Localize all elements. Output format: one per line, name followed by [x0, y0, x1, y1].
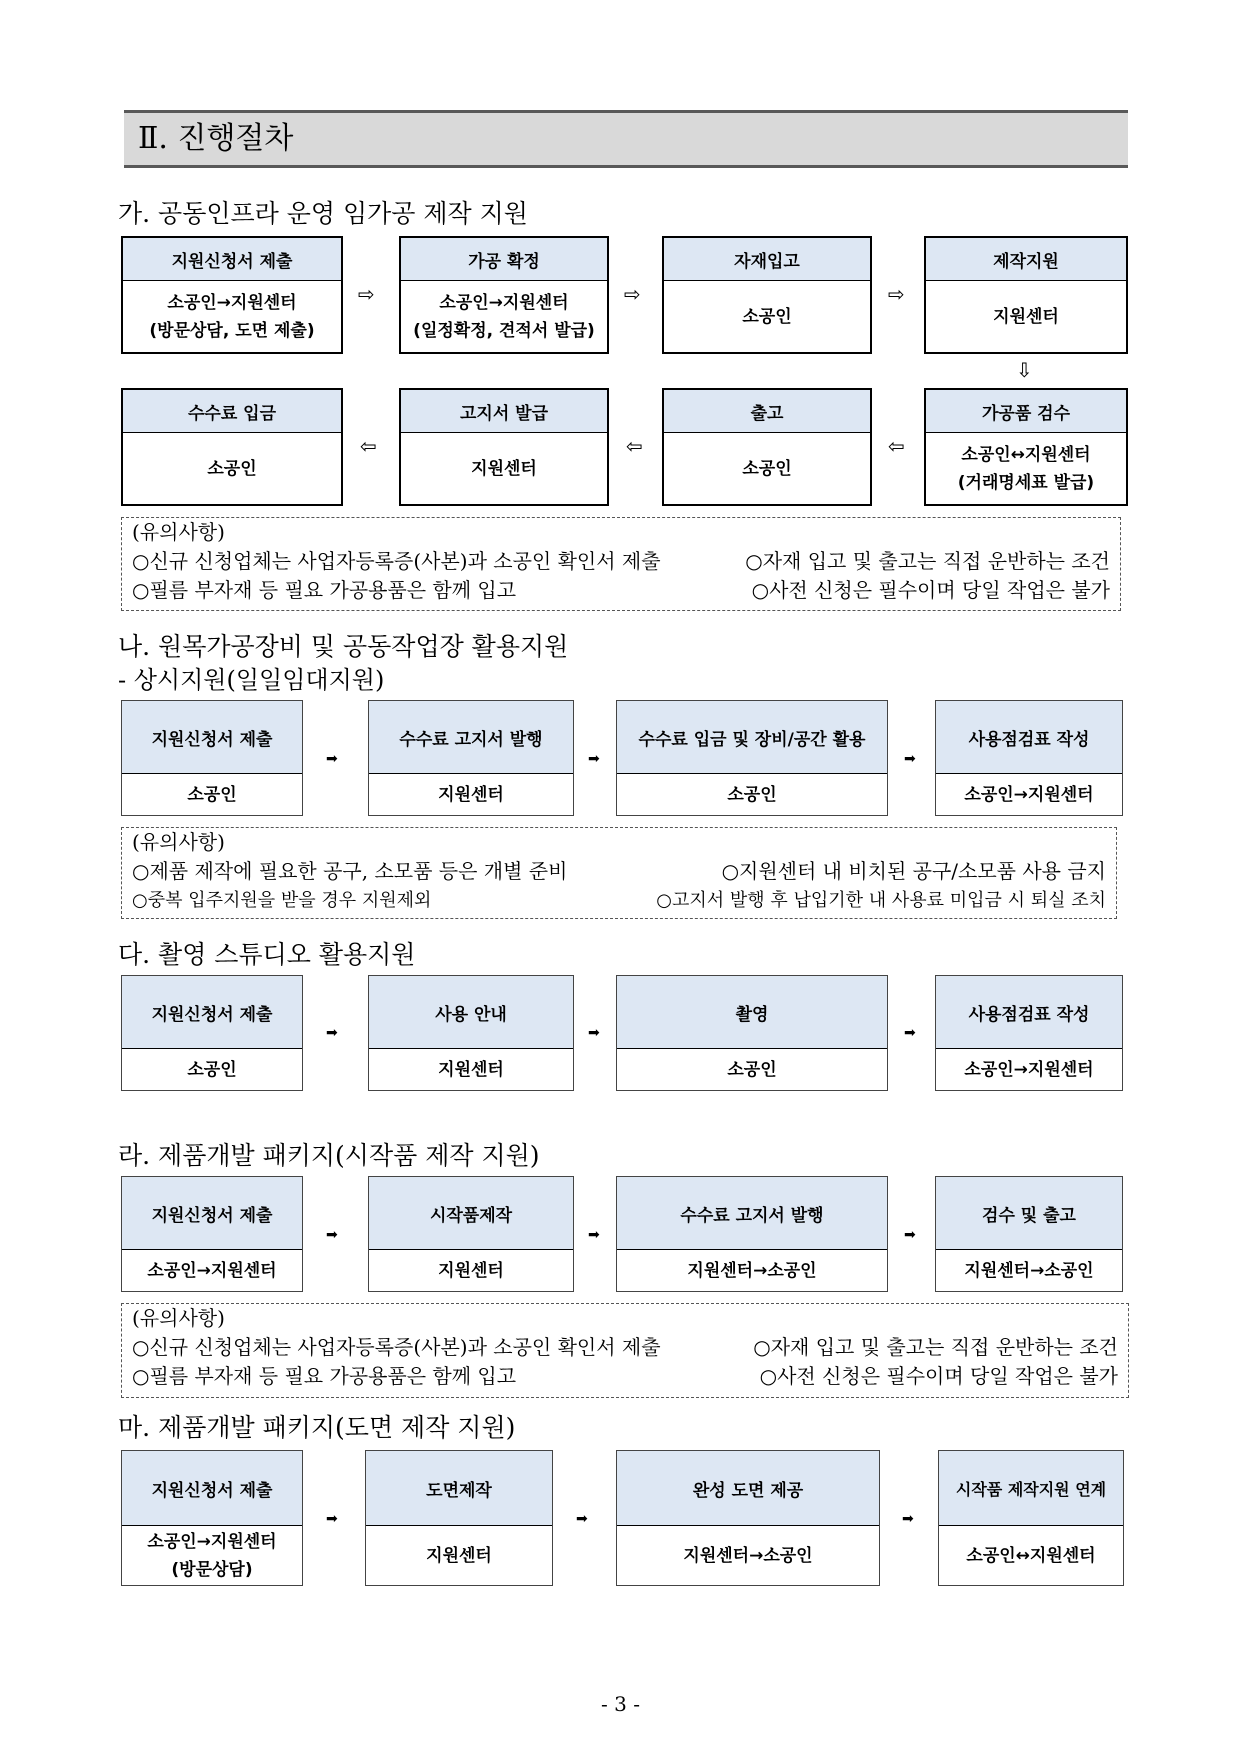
c-step-3-body: 소공인 [727, 1059, 777, 1080]
arrow-right-icon: ➡ [588, 751, 600, 767]
page-number: - 3 - [601, 1692, 640, 1716]
a-step-1 [121, 236, 343, 354]
a-arrow-right-icon: ⇨ [624, 282, 641, 306]
e-step-4-head: 시작품 제작지원 연계 [939, 1451, 1123, 1526]
arrow-right-icon: ➡ [588, 1227, 600, 1243]
b-step-3-head: 수수료 입금 및 장비/공간 활용 [617, 701, 887, 774]
subheading-b: - 상시지원(일일임대지원) [118, 666, 385, 694]
b-step-4 [935, 700, 1123, 816]
c-step-2-head: 사용 안내 [369, 976, 573, 1049]
e-step-3-body: 지원센터→소공인 [683, 1545, 813, 1566]
arrow-right-icon: ➡ [576, 1511, 588, 1527]
section-title: Ⅱ. 진행절차 [124, 110, 1128, 168]
a-note-item: ○자재 입고 및 출고는 직접 운반하는 조건 [745, 549, 1110, 573]
heading-a: 가. 공동인프라 운영 임가공 제작 지원 [118, 199, 528, 228]
b-step-2 [368, 700, 574, 816]
a-step-8-head: 수수료 입금 [123, 390, 341, 433]
a-step-2-body: 소공인→지원센터 [439, 292, 569, 313]
a-step-4-body: 지원센터 [993, 306, 1059, 327]
arrow-right-icon: ➡ [588, 1025, 600, 1041]
d-step-2-body: 지원센터 [438, 1260, 504, 1281]
a-note-title: (유의사항) [132, 520, 225, 544]
a-step-8 [121, 388, 343, 506]
arrow-right-icon: ➡ [902, 1511, 914, 1527]
arrow-right-icon: ➡ [904, 1025, 916, 1041]
a-step-4-head: 제작지원 [926, 238, 1126, 281]
d-note-item: ○사전 신청은 필수이며 당일 작업은 불가 [759, 1364, 1118, 1388]
b-step-4-head: 사용점검표 작성 [936, 701, 1122, 774]
e-step-1-head: 지원신청서 제출 [122, 1451, 302, 1526]
d-step-3 [616, 1176, 888, 1292]
b-step-1 [121, 700, 303, 816]
a-note-item: ○신규 신청업체는 사업자등록증(사본)과 소공인 확인서 제출 [132, 549, 661, 573]
a-step-6-head: 출고 [664, 390, 870, 433]
c-step-1-head: 지원신청서 제출 [122, 976, 302, 1049]
arrow-right-icon: ➡ [326, 1227, 338, 1243]
arrow-right-icon: ➡ [326, 1025, 338, 1041]
e-step-2-body: 지원센터 [426, 1545, 492, 1566]
e-step-3-head: 완성 도면 제공 [617, 1451, 879, 1526]
a-step-5-body: 소공인↔지원센터 [961, 444, 1091, 465]
e-step-2 [365, 1450, 553, 1586]
e-step-2-head: 도면제작 [366, 1451, 552, 1526]
c-step-3-head: 촬영 [617, 976, 887, 1049]
a-step-3 [662, 236, 872, 354]
b-note-title: (유의사항) [132, 830, 225, 854]
b-note-item: ○고지서 발행 후 납입기한 내 사용료 미입금 시 퇴실 조치 [656, 890, 1106, 911]
b-step-2-body: 지원센터 [438, 784, 504, 805]
c-step-4-body: 소공인→지원센터 [964, 1059, 1094, 1080]
a-step-3-head: 자재입고 [664, 238, 870, 281]
c-step-2 [368, 975, 574, 1091]
a-step-4 [924, 236, 1128, 354]
d-step-4 [935, 1176, 1123, 1292]
d-note-item: ○신규 신청업체는 사업자등록증(사본)과 소공인 확인서 제출 [132, 1335, 661, 1359]
a-step-7-head: 고지서 발급 [401, 390, 607, 433]
arrow-right-icon: ➡ [904, 751, 916, 767]
d-step-2 [368, 1176, 574, 1292]
a-step-5-head: 가공품 검수 [926, 390, 1126, 433]
b-step-3 [616, 700, 888, 816]
b-step-3-body: 소공인 [727, 784, 777, 805]
a-arrow-right-icon: ⇨ [888, 282, 905, 306]
d-note-title: (유의사항) [132, 1306, 225, 1330]
e-step-1-body-note: (방문상담) [171, 1559, 253, 1580]
d-step-1 [121, 1176, 303, 1292]
e-step-4-body: 소공인↔지원센터 [966, 1545, 1096, 1566]
e-step-1-body: 소공인→지원센터 [147, 1531, 277, 1552]
a-step-7-body: 지원센터 [471, 458, 537, 479]
heading-c: 다. 촬영 스튜디오 활용지원 [118, 940, 416, 969]
c-step-3 [616, 975, 888, 1091]
b-step-2-head: 수수료 고지서 발행 [369, 701, 573, 774]
d-step-4-body: 지원센터→소공인 [964, 1260, 1094, 1281]
arrow-right-icon: ➡ [326, 1511, 338, 1527]
a-step-5-body-note: (거래명세표 발급) [957, 472, 1095, 493]
a-step-7 [399, 388, 609, 506]
a-step-2-head: 가공 확정 [401, 238, 607, 281]
a-step-8-body: 소공인 [207, 458, 257, 479]
b-step-4-body: 소공인→지원센터 [964, 784, 1094, 805]
c-step-1 [121, 975, 303, 1091]
b-step-1-head: 지원신청서 제출 [122, 701, 302, 774]
d-step-3-head: 수수료 고지서 발행 [617, 1177, 887, 1250]
arrow-right-icon: ➡ [326, 751, 338, 767]
b-note-item: ○지원센터 내 비치된 공구/소모품 사용 금지 [721, 859, 1106, 883]
b-note-item: ○제품 제작에 필요한 공구, 소모품 등은 개별 준비 [132, 859, 568, 883]
a-step-1-body: 소공인→지원센터 [167, 292, 297, 313]
e-step-1 [121, 1450, 303, 1586]
a-note-item: ○사전 신청은 필수이며 당일 작업은 불가 [751, 578, 1110, 602]
d-step-1-body: 소공인→지원센터 [147, 1260, 277, 1281]
heading-d: 라. 제품개발 패키지(시작품 제작 지원) [118, 1141, 540, 1170]
a-step-6-body: 소공인 [742, 458, 792, 479]
a-note-item: ○필름 부자재 등 필요 가공용품은 함께 입고 [132, 578, 517, 602]
d-step-3-body: 지원센터→소공인 [687, 1260, 817, 1281]
a-arrow-left-icon: ⇦ [626, 434, 643, 458]
a-arrow-right-icon: ⇨ [358, 282, 375, 306]
heading-b: 나. 원목가공장비 및 공동작업장 활용지원 [118, 632, 569, 661]
d-note-item: ○필름 부자재 등 필요 가공용품은 함께 입고 [132, 1364, 517, 1388]
a-arrow-down-icon: ⇩ [1016, 358, 1033, 382]
d-note-item: ○자재 입고 및 출고는 직접 운반하는 조건 [753, 1335, 1118, 1359]
e-step-4 [938, 1450, 1124, 1586]
a-step-6 [662, 388, 872, 506]
c-step-4 [935, 975, 1123, 1091]
a-step-1-body-note: (방문상담, 도면 제출) [149, 320, 315, 341]
c-step-2-body: 지원센터 [438, 1059, 504, 1080]
c-step-1-body: 소공인 [187, 1059, 237, 1080]
a-arrow-left-icon: ⇦ [360, 434, 377, 458]
a-step-5 [924, 388, 1128, 506]
e-step-3 [616, 1450, 880, 1586]
d-step-1-head: 지원신청서 제출 [122, 1177, 302, 1250]
b-step-1-body: 소공인 [187, 784, 237, 805]
arrow-right-icon: ➡ [904, 1227, 916, 1243]
b-note-item: ○중복 입주지원을 받을 경우 지원제외 [132, 890, 432, 911]
a-step-2 [399, 236, 609, 354]
c-step-4-head: 사용점검표 작성 [936, 976, 1122, 1049]
a-step-2-body-note: (일정확정, 견적서 발급) [413, 320, 595, 341]
d-step-2-head: 시작품제작 [369, 1177, 573, 1250]
d-step-4-head: 검수 및 출고 [936, 1177, 1122, 1250]
heading-e: 마. 제품개발 패키지(도면 제작 지원) [118, 1413, 516, 1442]
a-note [121, 517, 1121, 611]
a-arrow-left-icon: ⇦ [888, 434, 905, 458]
b-note [121, 827, 1117, 919]
a-step-3-body: 소공인 [742, 306, 792, 327]
d-note [121, 1303, 1129, 1398]
a-step-1-head: 지원신청서 제출 [123, 238, 341, 281]
